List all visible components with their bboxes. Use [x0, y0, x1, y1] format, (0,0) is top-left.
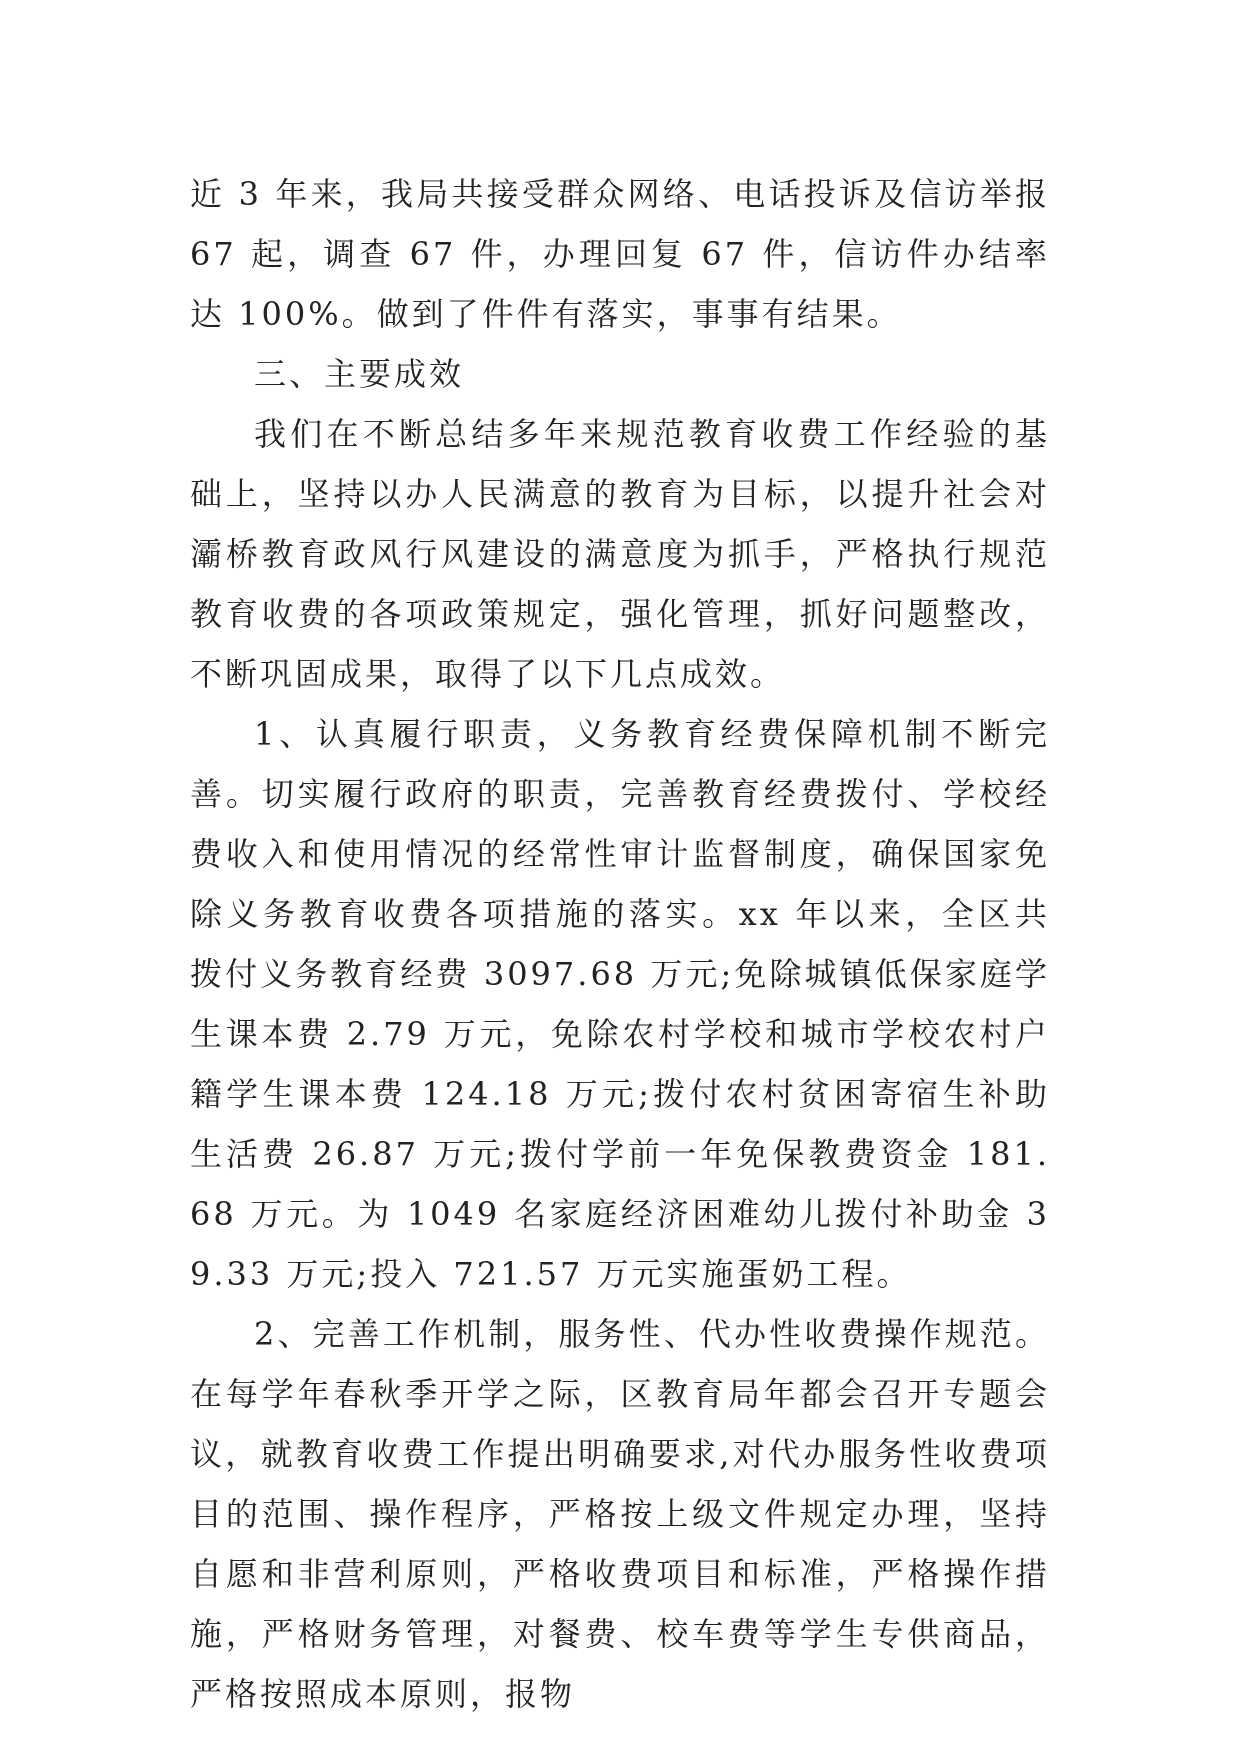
paragraph-results-intro: 我们在不断总结多年来规范教育收费工作经验的基础上，坚持以办人民满意的教育为目标，以提升社会对灞桥教育政风行风建设的满意度为抓手，严格执行规范教育收费的各项政策规定，强化管理，抓好问题整改，不断巩固成果，取得了以下几点成效。: [190, 415, 1050, 693]
document-body: [190, 164, 1050, 1724]
paragraph-result-1-funding: 1、认真履行职责，义务教育经费保障机制不断完善。切实履行政府的职责，完善教育经费拨付、学校经费收入和使用情况的经常性审计监督制度，确保国家免除义务教育收费各项措施的落实。xx 年以来，全区共拨付义务教育经费 3097.68 万元;免除城镇低保家庭学生课本费 2.79 万元，免除农村学校和城市学校农村户籍学生课本费 124.18 万元;拨付农村贫困寄宿生补助生活费 26.87 万元;拨付学前一年免保教费资金 181.68 万元。为 1049 名家庭经济困难幼儿拨付补助金 39.33 万元;投入 721.57 万元实施蛋奶工程。: [190, 715, 1050, 1293]
paragraph-result-2-mechanism: 2、完善工作机制，服务性、代办性收费操作规范。在每学年春秋季开学之际，区教育局年都会召开专题会议，就教育收费工作提出明确要求,对代办服务性收费项目的范围、操作程序，严格按上级文件规定办理，坚持自愿和非营利原则，严格收费项目和标准，严格操作措施，严格财务管理，对餐费、校车费等学生专供商品，严格按照成本原则，报物: [190, 1315, 1050, 1713]
paragraph-complaints-summary: 近 3 年来，我局共接受群众网络、电话投诉及信访举报 67 起，调查 67 件，办理回复 67 件，信访件办结率达 100%。做到了件件有落实，事事有结果。: [190, 175, 1050, 333]
section-heading-main-results: 三、主要成效: [254, 355, 465, 393]
